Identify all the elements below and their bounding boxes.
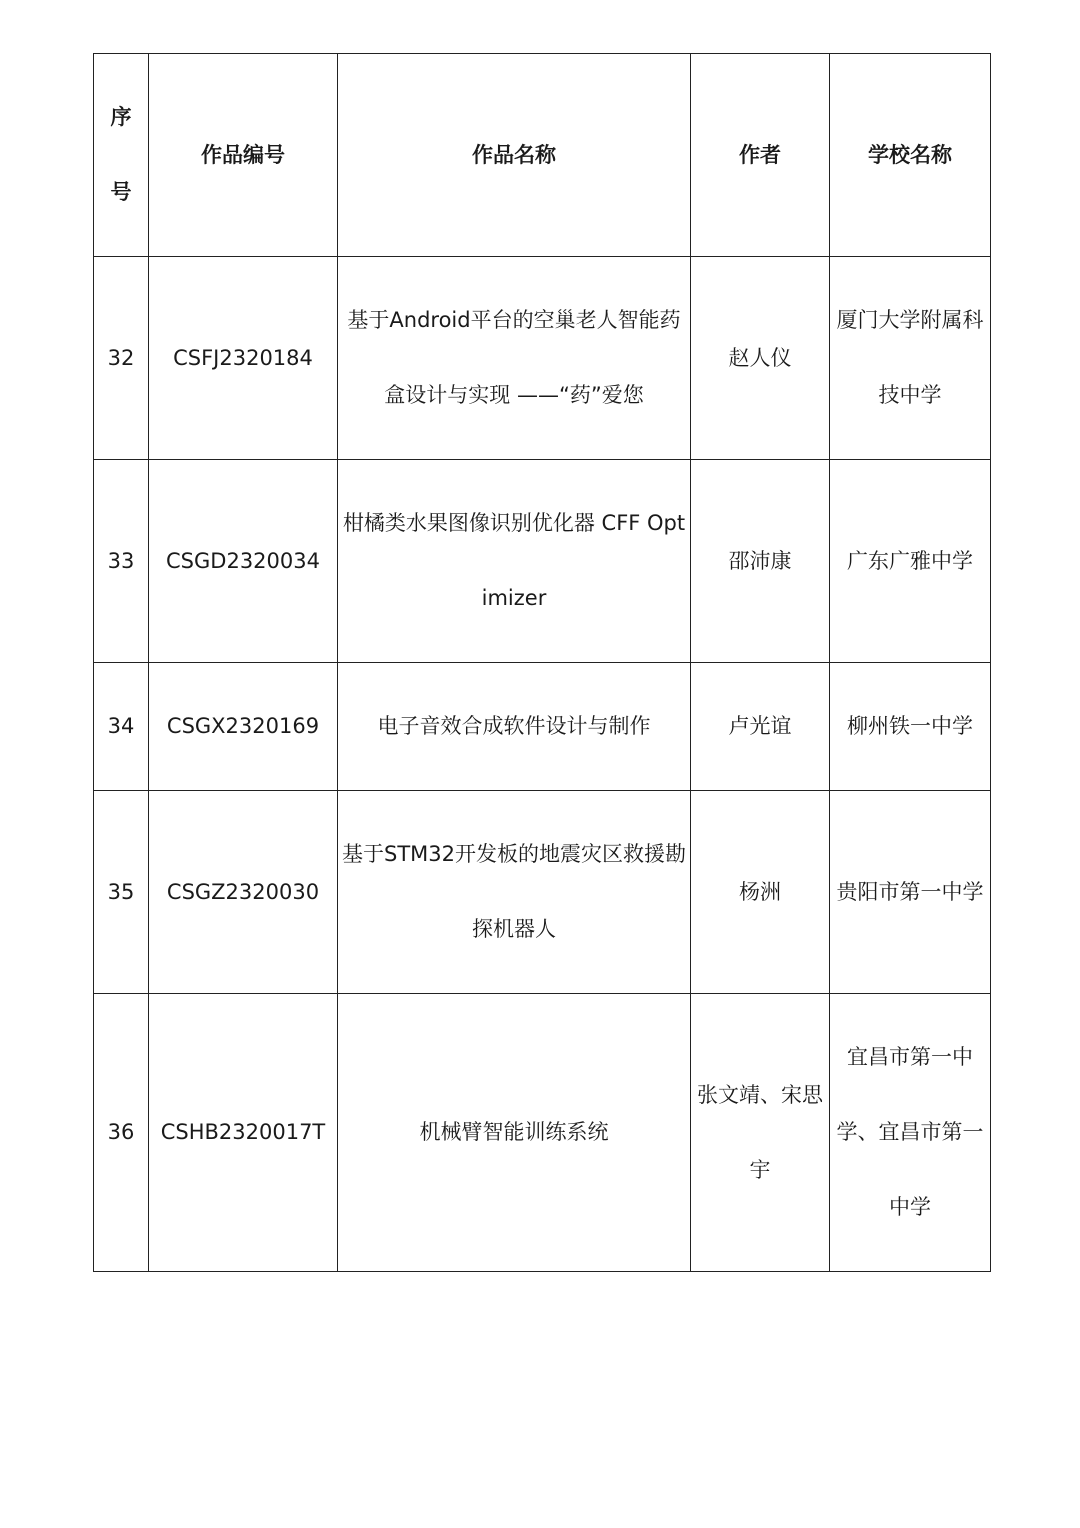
header-seq-top: 序 <box>110 105 132 129</box>
table-row <box>94 460 991 663</box>
cell-title: 柑橘类水果图像识别优化器 CFF Optimizer <box>338 460 691 663</box>
cell-code: CSGX2320169 <box>149 663 338 791</box>
table-row <box>94 791 991 994</box>
cell-author: 杨洲 <box>691 791 830 994</box>
cell-title: 基于STM32开发板的地震灾区救援勘探机器人 <box>338 791 691 994</box>
header-code: 作品编号 <box>149 54 338 257</box>
header-author: 作者 <box>691 54 830 257</box>
cell-school: 柳州铁一中学 <box>830 663 991 791</box>
cell-code: CSFJ2320184 <box>149 257 338 460</box>
cell-school: 广东广雅中学 <box>830 460 991 663</box>
cell-code: CSGD2320034 <box>149 460 338 663</box>
cell-seq: 33 <box>94 460 149 663</box>
cell-school: 厦门大学附属科技中学 <box>830 257 991 460</box>
cell-author: 卢光谊 <box>691 663 830 791</box>
cell-school: 贵阳市第一中学 <box>830 791 991 994</box>
header-seq-bottom: 号 <box>110 180 132 204</box>
cell-title: 机械臂智能训练系统 <box>338 994 691 1272</box>
award-list-table <box>93 53 991 1272</box>
cell-author: 张文靖、宋思宇 <box>691 994 830 1272</box>
cell-author: 邵沛康 <box>691 460 830 663</box>
header-school: 学校名称 <box>830 54 991 257</box>
header-title: 作品名称 <box>338 54 691 257</box>
cell-seq: 35 <box>94 791 149 994</box>
table-header-row <box>94 54 991 257</box>
cell-school: 宜昌市第一中学、宜昌市第一中学 <box>830 994 991 1272</box>
cell-title: 电子音效合成软件设计与制作 <box>338 663 691 791</box>
cell-seq: 36 <box>94 994 149 1272</box>
cell-code: CSHB2320017T <box>149 994 338 1272</box>
cell-author: 赵人仪 <box>691 257 830 460</box>
cell-title: 基于Android平台的空巢老人智能药盒设计与实现 ——“药”爱您 <box>338 257 691 460</box>
table-row <box>94 257 991 460</box>
header-seq <box>94 54 149 257</box>
cell-code: CSGZ2320030 <box>149 791 338 994</box>
cell-seq: 34 <box>94 663 149 791</box>
table-row <box>94 994 991 1272</box>
cell-seq: 32 <box>94 257 149 460</box>
table-row <box>94 663 991 791</box>
